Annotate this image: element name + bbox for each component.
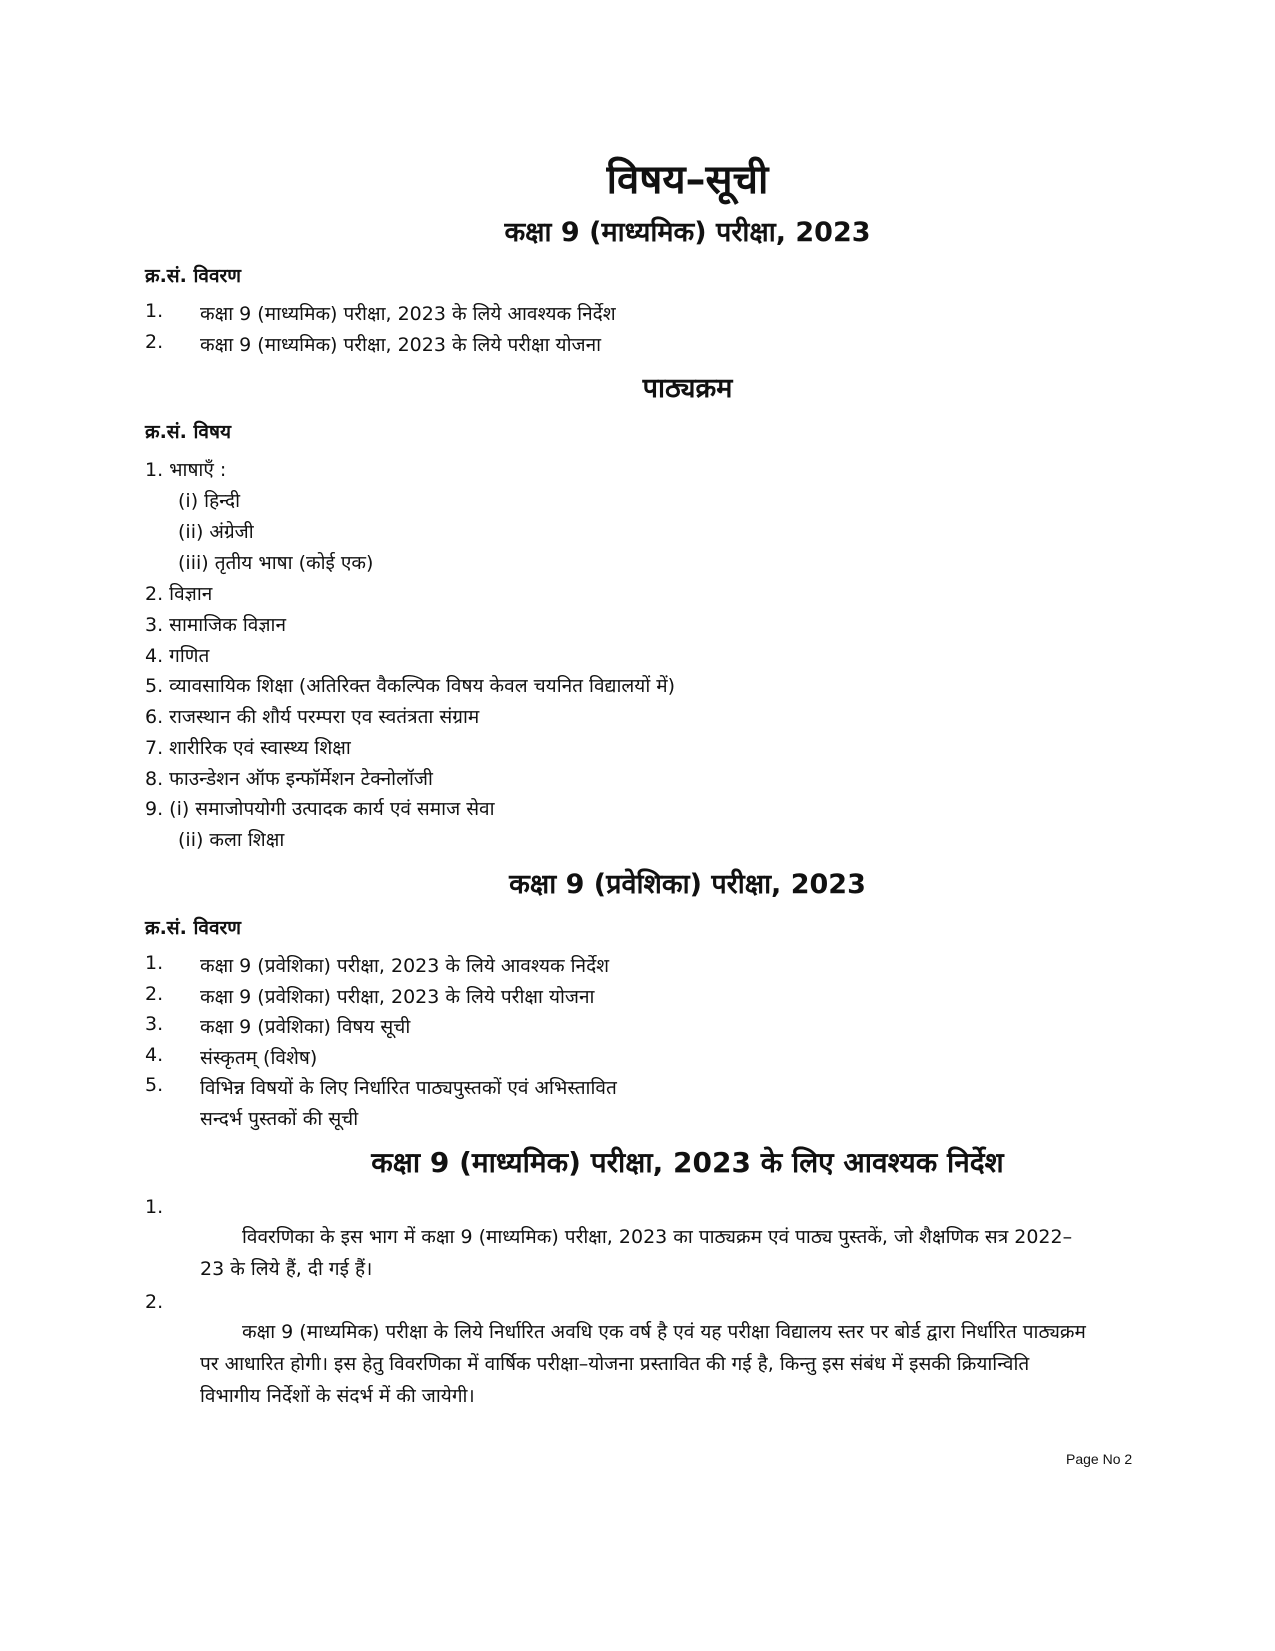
list-item: कक्षा 9 (माध्यमिक) परीक्षा, 2023 के लिये आवश्यक निर्देश [200, 303, 616, 325]
subject-subitem: (iii) तृतीय भाषा (कोई एक) [178, 552, 374, 574]
list-item: विभिन्न विषयों के लिए निर्धारित पाठ्यपुस्तकों एवं अभिस्तावित [200, 1077, 617, 1099]
list-item: कक्षा 9 (प्रवेशिका) विषय सूची [200, 1016, 411, 1038]
subject-subitem: (ii) अंग्रेजी [178, 521, 254, 543]
list-item-number: 4. [145, 1044, 164, 1066]
list-item-number: 3. [145, 1013, 164, 1035]
list-item: सन्दर्भ पुस्तकों की सूची [200, 1108, 359, 1130]
list-item-number: 1. [145, 952, 164, 974]
section-heading-praveshika: कक्षा 9 (प्रवेशिका) परीक्षा, 2023 [509, 869, 866, 900]
subject-item: 7. शारीरिक एवं स्वास्थ्य शिक्षा [145, 737, 351, 759]
subject-item: 5. व्यावसायिक शिक्षा (अतिरिक्त वैकल्पिक विषय केवल चयनित विद्यालयों में) [145, 675, 676, 697]
subject-item: 3. सामाजिक विज्ञान [145, 614, 286, 636]
point-number: 1. [145, 1196, 164, 1218]
subject-subitem: (ii) कला शिक्षा [178, 829, 285, 851]
instruction-paragraph: विवरणिका के इस भाग में कक्षा 9 (माध्यमिक) परीक्षा, 2023 का पाठ्यक्रम एवं पाठ्य पुस्तकें, जो शैक्षणिक सत्र 2022–23 के लिये हैं, दी गई हैं। [200, 1226, 1073, 1280]
instructions-heading: कक्षा 9 (माध्यमिक) परीक्षा, 2023 के लिए आवश्यक निर्देश [371, 1146, 1004, 1179]
page-title: विषय–सूची [606, 157, 769, 203]
column-header: क्र.सं. विवरण [145, 917, 242, 939]
subject-item: 9. (i) समाजोपयोगी उत्पादक कार्य एवं समाज सेवा [145, 798, 495, 820]
list-item: कक्षा 9 (प्रवेशिका) परीक्षा, 2023 के लिये आवश्यक निर्देश [200, 955, 610, 977]
list-item: कक्षा 9 (माध्यमिक) परीक्षा, 2023 के लिये परीक्षा योजना [200, 334, 602, 356]
subject-item: 4. गणित [145, 645, 210, 667]
list-item-number: 1. [145, 300, 164, 322]
point-number: 2. [145, 1291, 164, 1313]
list-item: कक्षा 9 (प्रवेशिका) परीक्षा, 2023 के लिये परीक्षा योजना [200, 986, 595, 1008]
list-item-number: 5. [145, 1074, 164, 1096]
list-item-number: 2. [145, 331, 164, 353]
syllabus-heading: पाठ्यक्रम [642, 373, 733, 404]
page-number: Page No 2 [1066, 1451, 1133, 1467]
column-header: क्र.सं. विषय [145, 421, 231, 443]
subject-item: 2. विज्ञान [145, 583, 213, 605]
subject-item: 6. राजस्थान की शौर्य परम्परा एव स्वतंत्रता संग्राम [145, 706, 480, 728]
subject-item: 8. फाउन्डेशन ऑफ इन्फॉर्मेशन टेक्नोलॉजी [145, 768, 433, 790]
instruction-paragraph: कक्षा 9 (माध्यमिक) परीक्षा के लिये निर्धारित अवधि एक वर्ष है एवं यह परीक्षा विद्यालय स्तर पर बोर्ड द्वारा निर्धारित पाठ्यक्रम पर आधारित होगी। इस हेतु विवरणिका में वार्षिक परीक्षा–योजना प्रस्तावित की गई है, किन्तु इस संबंध में इसकी क्रियान्विति विभागीय निर्देशों के संदर्भ में की जायेगी। [200, 1321, 1086, 1407]
subject-item: 1. भाषाएँ : [145, 459, 227, 481]
list-item-number: 2. [145, 983, 164, 1005]
subject-subitem: (i) हिन्दी [178, 490, 241, 512]
column-header: क्र.सं. विवरण [145, 265, 242, 287]
list-item: संस्कृतम् (विशेष) [200, 1047, 318, 1069]
section-heading-madhyamik: कक्षा 9 (माध्यमिक) परीक्षा, 2023 [504, 217, 871, 248]
